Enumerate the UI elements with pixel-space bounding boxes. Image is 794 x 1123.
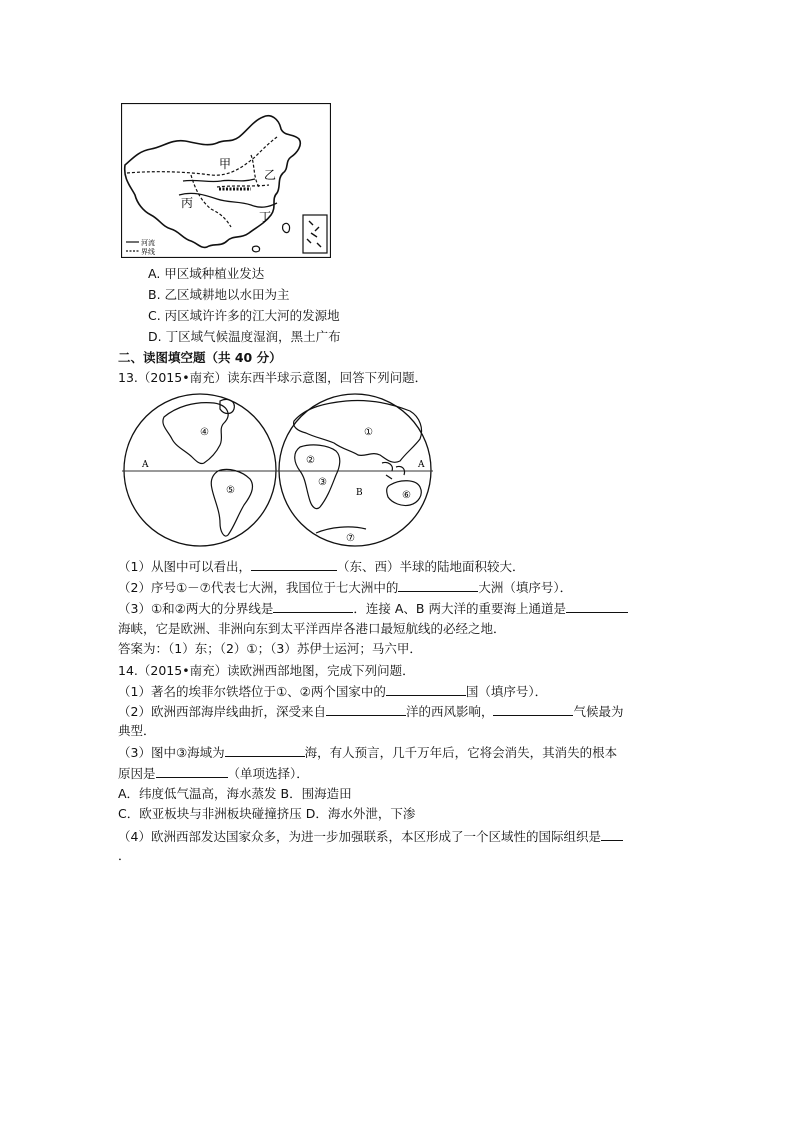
q14-part1-text-a: （1）著名的埃菲尔铁塔位于①、②两个国家中的 bbox=[118, 684, 386, 699]
label-continent-6: ⑥ bbox=[402, 490, 411, 501]
hemisphere-map bbox=[120, 393, 435, 548]
q14-part2-text-a: （2）欧洲西部海岸线曲折，深受来自 bbox=[118, 704, 326, 719]
q14-part1-text-b: 国（填序号）． bbox=[465, 684, 548, 699]
label-continent-1: ① bbox=[364, 427, 373, 438]
region-label-bing: 丙 bbox=[181, 196, 194, 210]
q13-part3-text-a: （3）①和②两大的分界线是 bbox=[118, 601, 274, 616]
q13-part1-text-b: （东、西）半球的陆地面积较大． bbox=[336, 559, 525, 574]
south-sea-inset bbox=[303, 215, 327, 253]
label-ocean-a-west: A bbox=[142, 460, 149, 470]
answer-blank[interactable] bbox=[156, 765, 228, 778]
label-continent-7: ⑦ bbox=[346, 533, 355, 544]
answer-blank[interactable] bbox=[566, 600, 628, 613]
q14-part4-text-a: （4）欧洲西部发达国家众多，为进一步加强联系，本区形成了一个区域性的国际组织是 bbox=[118, 829, 601, 844]
region-label-ding: 丁 bbox=[259, 210, 272, 224]
region-label-yi: 乙 bbox=[264, 168, 277, 182]
legend-boundary: 界线 bbox=[141, 248, 155, 256]
answer-blank[interactable] bbox=[273, 600, 353, 613]
q13-part2-text-a: （2）序号①－⑦代表七大洲，我国位于七大洲中的 bbox=[118, 580, 399, 595]
q14-part2-cont: 典型． bbox=[118, 723, 156, 738]
q14-part3-text-d: （单项选择）． bbox=[227, 766, 309, 781]
option-a: A. 甲区域种植业发达 bbox=[148, 266, 265, 281]
answer-blank[interactable] bbox=[326, 703, 406, 716]
q14-part3-cont bbox=[118, 765, 309, 782]
western-hemisphere bbox=[124, 394, 276, 546]
q14-part3-text-a: （3）图中③海域为 bbox=[118, 745, 225, 760]
q13-part1 bbox=[118, 558, 524, 575]
q14-stem: 14.（2015•南充）读欧洲西部地图，完成下列问题． bbox=[118, 663, 415, 678]
region-label-jia: 甲 bbox=[219, 157, 232, 171]
q14-part2-text-b: 洋的西风影响， bbox=[405, 704, 494, 719]
q13-answer: 答案为：（1）东；（2）①；（3）苏伊士运河；马六甲． bbox=[118, 641, 422, 656]
label-continent-4: ④ bbox=[200, 427, 209, 438]
hemisphere-map-figure bbox=[120, 393, 435, 548]
q14-options-cd: C．欧亚板块与非洲板块碰撞挤压 D．海水外泄，下渗 bbox=[118, 806, 416, 821]
q14-part1 bbox=[118, 683, 547, 700]
answer-blank[interactable] bbox=[225, 744, 305, 757]
q14-part3-text-c: 原因是 bbox=[118, 766, 156, 781]
q14-part4 bbox=[118, 828, 623, 845]
answer-blank[interactable] bbox=[251, 558, 337, 571]
q14-part2 bbox=[118, 703, 624, 720]
label-ocean-b: B bbox=[356, 488, 363, 498]
q13-part3-text-b: ．连接 A、B 两大洋的重要海上通道是 bbox=[353, 601, 566, 616]
label-ocean-a-east: A bbox=[418, 460, 425, 470]
option-d: D. 丁区域气候温度湿润，黑土广布 bbox=[148, 329, 341, 344]
eastern-hemisphere bbox=[279, 394, 431, 546]
q13-stem: 13.（2015•南充）读东西半球示意图，回答下列问题． bbox=[118, 370, 428, 385]
option-b: B. 乙区域耕地以水田为主 bbox=[148, 287, 290, 302]
label-continent-3: ③ bbox=[318, 477, 327, 488]
answer-blank[interactable] bbox=[386, 683, 466, 696]
label-continent-5: ⑤ bbox=[226, 485, 235, 496]
option-c: C. 丙区域许许多的江大河的发源地 bbox=[148, 308, 340, 323]
q13-part2 bbox=[118, 579, 572, 596]
q13-part1-text-a: （1）从图中可以看出， bbox=[118, 559, 251, 574]
answer-blank[interactable] bbox=[601, 828, 623, 841]
q14-part3 bbox=[118, 744, 617, 761]
answer-blank[interactable] bbox=[398, 579, 478, 592]
q13-part3 bbox=[118, 600, 628, 617]
q13-part2-text-b: 大洲（填序号）． bbox=[478, 580, 573, 595]
legend-river: 河流 bbox=[141, 239, 155, 247]
q14-part3-text-b: 海，有人预言，几千万年后，它将会消失，其消失的根本 bbox=[304, 745, 618, 760]
answer-blank[interactable] bbox=[493, 703, 573, 716]
section-title: 二、读图填空题（共 40 分） bbox=[118, 350, 282, 365]
china-map bbox=[121, 103, 331, 258]
q14-part4-end: ． bbox=[118, 848, 131, 863]
q14-options-ab: A．纬度低气温高，海水蒸发 B．围海造田 bbox=[118, 786, 352, 801]
q13-part3-cont: 海峡，它是欧洲、非洲向东到太平洋西岸各港口最短航线的必经之地． bbox=[118, 621, 506, 636]
china-map-figure bbox=[121, 103, 331, 258]
label-continent-2: ② bbox=[306, 455, 315, 466]
q14-part2-text-c: 气候最为 bbox=[573, 704, 624, 719]
